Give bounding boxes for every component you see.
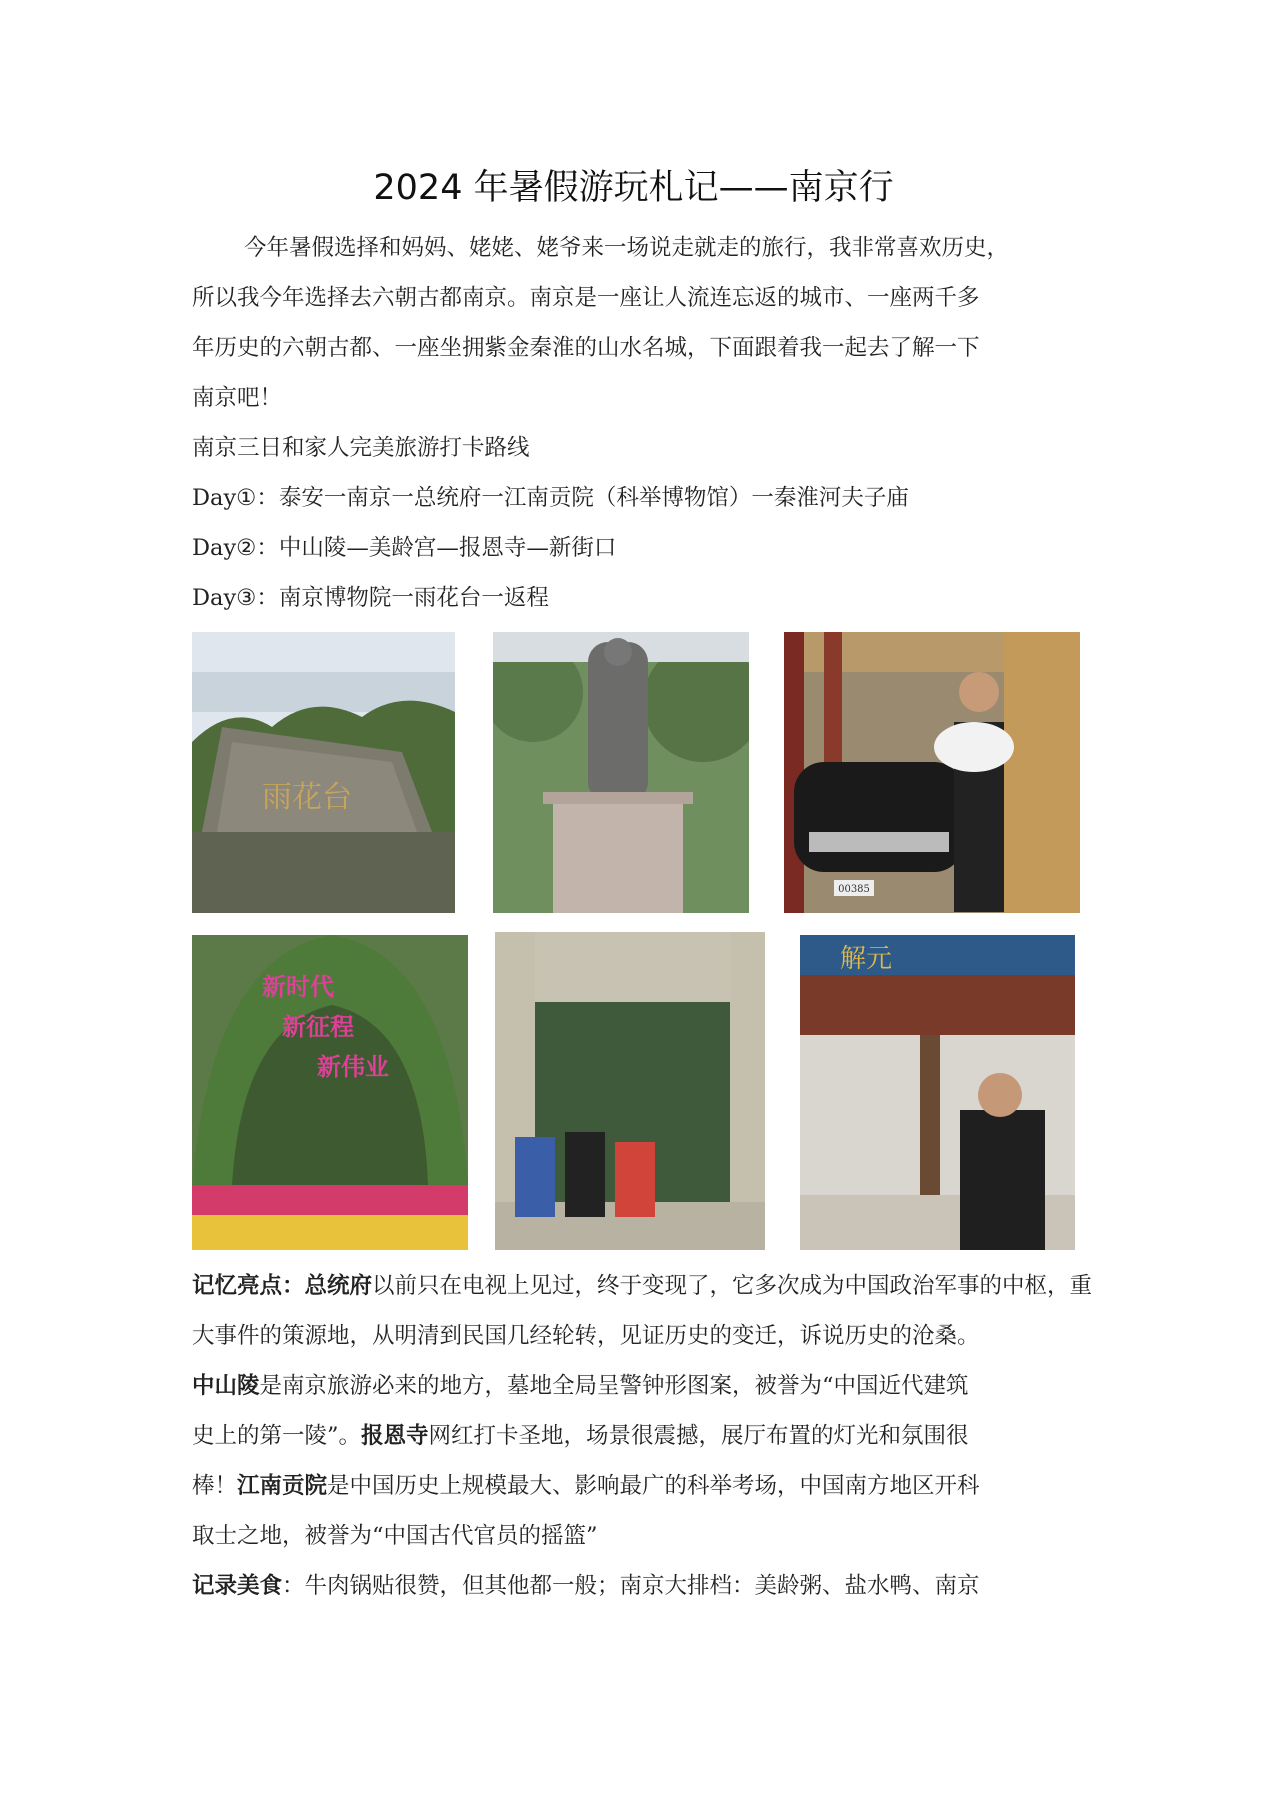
memory-line-3: 中山陵是南京旅游必来的地方，墓地全局呈警钟形图案，被誉为“中国近代建筑 (192, 1373, 969, 1399)
food-label: 记录美食 (192, 1573, 283, 1599)
baoensi: 报恩寺 (361, 1423, 429, 1449)
page-title: 2024 年暑假游玩札记——南京行 (373, 168, 894, 208)
route-heading: 南京三日和家人完美旅游打卡路线 (192, 435, 530, 461)
intro-line-2: 所以我今年选择去六朝古都南京。南京是一座让人流连忘返的城市、一座两千多 (192, 285, 980, 311)
memory-line-5: 棒！江南贡院是中国历史上规模最大、影响最广的科举考场，中国南方地区开科 (192, 1473, 980, 1499)
memory-line-1: 记忆亮点：总统府以前只在电视上见过，终于变现了，它多次成为中国政治军事的中枢，重 (192, 1273, 1093, 1299)
svg-text:解元: 解元 (840, 944, 893, 974)
jiangnangongyuan: 江南贡院 (237, 1473, 328, 1499)
photo-yuhuatai-stone (192, 632, 455, 913)
zongtongfu: 总统府 (304, 1273, 373, 1299)
photo-statue (493, 632, 749, 913)
memory-line-2: 大事件的策源地，从明清到民国几经轮转，见证历史的变迁，诉说历史的沧桑。 (192, 1323, 980, 1349)
memory-line-4: 史上的第一陵”。报恩寺网红打卡圣地，场景很震撼，展厅布置的灯光和氛围很 (192, 1423, 969, 1449)
photo-garden-arch (192, 935, 468, 1250)
yuhuatai-sign: 雨花台 (262, 780, 352, 815)
route-day-2: Day②：中山陵—美龄宫—报恩寺—新街口 (192, 535, 617, 561)
photo-stone-gate (495, 932, 765, 1250)
route-day-3: Day③：南京博物院一雨花台一返程 (192, 585, 549, 611)
memory-line-6: 取士之地，被誉为“中国古代官员的摇篮” (192, 1523, 598, 1549)
svg-text:新征程: 新征程 (282, 1012, 354, 1041)
intro-line-3: 年历史的六朝古都、一座坐拥紫金秦淮的山水名城，下面跟着我一起去了解一下 (192, 335, 980, 361)
svg-text:00385: 00385 (838, 884, 870, 895)
route-day-1: Day①：泰安一南京一总统府一江南贡院（科举博物馆）一秦淮河夫子庙 (192, 485, 909, 511)
svg-text:新时代: 新时代 (262, 972, 334, 1001)
food-line: 记录美食：牛肉锅贴很赞，但其他都一般；南京大排档：美龄粥、盐水鸭、南京 (192, 1573, 980, 1599)
photo-jieyuan-gate (800, 935, 1075, 1250)
zhongshanling: 中山陵 (192, 1373, 260, 1399)
photo-car (784, 632, 1080, 913)
intro-line-4: 南京吧！ (192, 385, 283, 411)
intro-line-1: 今年暑假选择和妈妈、姥姥、姥爷来一场说走就走的旅行，我非常喜欢历史， (244, 235, 1010, 261)
memory-label: 记忆亮点： (192, 1273, 305, 1299)
svg-text:新伟业: 新伟业 (317, 1052, 389, 1081)
